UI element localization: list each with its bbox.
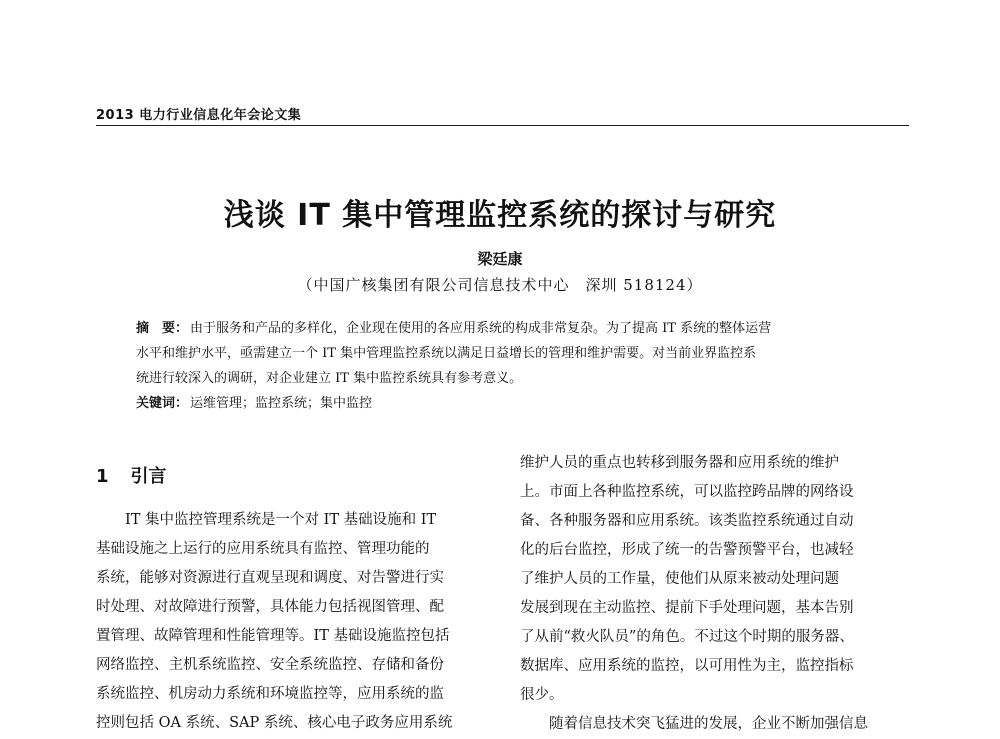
article-author: 梁廷康 bbox=[477, 250, 523, 268]
section-heading bbox=[96, 462, 167, 488]
body-line: 发展到现在主动监控、提前下手处理问题，基本告别 bbox=[520, 600, 854, 616]
body-line: 了从前“救火队员”的角色。不过这个时期的服务器、 bbox=[520, 629, 854, 645]
article-affiliation: （中国广核集团有限公司信息技术中心 深圳 518124） bbox=[297, 276, 703, 294]
body-line: 很少。 bbox=[520, 687, 564, 703]
body-line: 网络监控、主机系统监控、安全系统监控、存储和备份 bbox=[96, 657, 444, 673]
abstract-text: 由于服务和产品的多样化，企业现在使用的各应用系统的构成非常复杂。为了提高 IT 系统的整体运营 bbox=[190, 321, 772, 336]
section-number: 1 bbox=[96, 466, 109, 487]
body-line: 系统监控、机房动力系统和环境监控等，应用系统的监 bbox=[96, 686, 444, 702]
body-line: 备、各种服务器和应用系统。该类监控系统通过自动 bbox=[520, 513, 854, 529]
abstract-label: 摘 要： bbox=[136, 321, 189, 336]
body-line: 数据库、应用系统的监控，以可用性为主，监控指标 bbox=[520, 658, 854, 674]
running-head: 2013 电力行业信息化年会论文集 bbox=[96, 108, 302, 123]
keywords-line bbox=[136, 391, 876, 416]
abstract-line bbox=[136, 316, 876, 341]
keywords-text: 运维管理；监控系统；集中监控 bbox=[190, 396, 373, 411]
left-column bbox=[96, 506, 488, 738]
body-line: 置管理、故障管理和性能管理等。IT 基础设施监控包括 bbox=[96, 628, 450, 644]
body-line: IT 集中监控管理系统是一个对 IT 基础设施和 IT bbox=[96, 512, 437, 528]
body-line: 了维护人员的工作量，使他们从原来被动处理问题 bbox=[520, 571, 839, 587]
body-line: 化的后台监控，形成了统一的告警预警平台，也减轻 bbox=[520, 542, 854, 558]
article-title: 浅谈 IT 集中管理监控系统的探讨与研究 bbox=[223, 198, 777, 233]
body-line: 时处理、对故障进行预警，具体能力包括视图管理、配 bbox=[96, 599, 444, 615]
abstract-line: 统进行较深入的调研，对企业建立 IT 集中监控系统具有参考意义。 bbox=[136, 371, 523, 386]
right-column bbox=[520, 449, 912, 739]
section-title: 引言 bbox=[130, 466, 167, 487]
body-line: 随着信息技术突飞猛进的发展，企业不断加强信息 bbox=[520, 716, 868, 732]
keywords-label: 关键词： bbox=[136, 396, 189, 411]
body-line: 上。市面上各种监控系统，可以监控跨品牌的网络设 bbox=[520, 484, 854, 500]
abstract-block bbox=[136, 316, 876, 416]
abstract-line: 水平和维护水平，亟需建立一个 IT 集中管理监控系统以满足日益增长的管理和维护需要。对当前业界监控系 bbox=[136, 346, 757, 361]
body-line: 基础设施之上运行的应用系统具有监控、管理功能的 bbox=[96, 541, 430, 557]
body-line: 系统，能够对资源进行直观呈现和调度、对告警进行实 bbox=[96, 570, 444, 586]
body-line: 控则包括 OA 系统、SAP 系统、核心电子政务应用系统 bbox=[96, 715, 453, 731]
header-rule bbox=[96, 125, 909, 126]
body-line: 维护人员的重点也转移到服务器和应用系统的维护 bbox=[520, 455, 839, 471]
